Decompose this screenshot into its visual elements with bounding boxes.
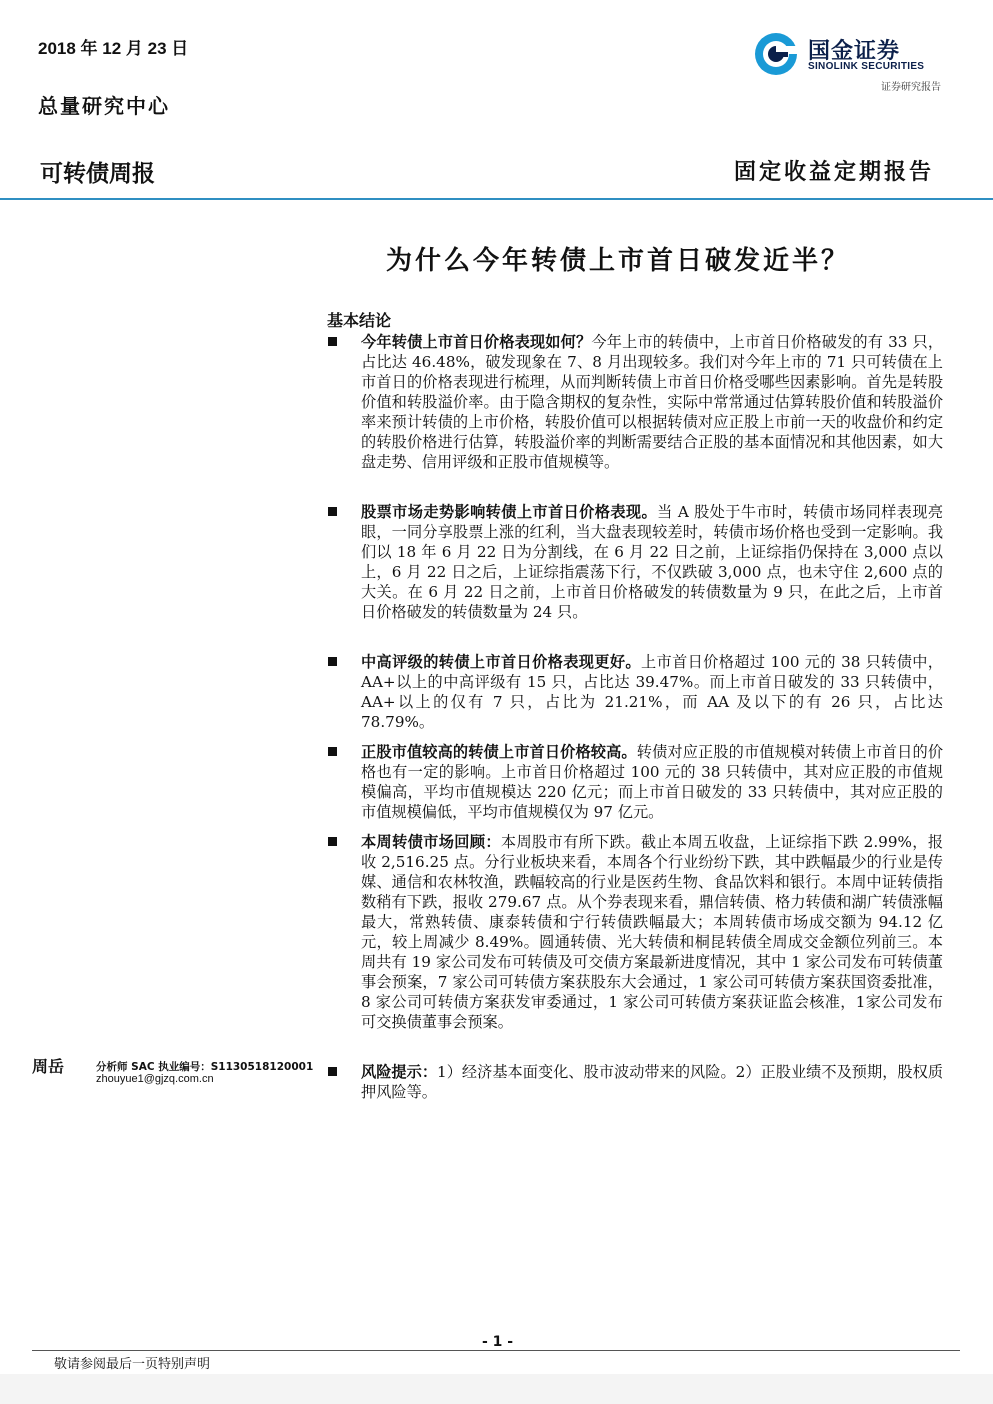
author-name: 周岳 [32, 1057, 65, 1076]
conclusion-lead: 中高评级的转债上市首日价格表现更好。 [361, 653, 641, 671]
conclusion-item [361, 742, 943, 822]
logo-english-name: SINOLINK SECURITIES [808, 61, 925, 72]
company-logo [754, 30, 949, 92]
disclaimer-note: 敬请参阅最后一页特别声明 [54, 1357, 211, 1372]
page-number: - 1 - [482, 1334, 514, 1350]
bullet-marker [328, 507, 337, 516]
report-title: 为什么今年转债上市首日破发近半？ [386, 246, 851, 276]
bullet-marker [328, 657, 337, 666]
conclusion-lead: 正股市值较高的转债上市首日价格较高。 [361, 743, 637, 761]
conclusion-item [361, 832, 943, 1032]
bullet-marker [328, 747, 337, 756]
page-bottom-band [0, 1374, 993, 1404]
bullet-marker [328, 837, 337, 846]
conclusion-body: 上市首日价格超过 100 元的 38 只转债中，AA+以上的中高评级有 15 只，占比达 39.47%。而上市首日破发的 33 只转债中，AA+以上的仅有 7 只，占比为 21.21%，而 AA 及以下的有 26 只，占比达 78.79%。 [361, 653, 943, 731]
department-name: 总量研究中心 [38, 94, 170, 118]
author-email[interactable]: zhouyue1@gjzq.com.cn [96, 1073, 214, 1085]
conclusion-body: 当 A 股处于牛市时，转债市场同样表现亮眼，一同分享股票上涨的红利，当大盘表现较差时，转债市场价格也受到一定影响。我们以 18 年 6 月 22 日为分割线，在 6 月 22 日之前，上证综指仍保持在 3,000 点以上，6 月 22 日之后，上证综指震荡下行，不仅跌破 3,000 点，也未守住 2,600 点的大关。在 6 月 22 日之前，上市首日价格破发的转债数量为 9 只，在此之后，上市首日价格破发的转债数量为 24 只。 [361, 503, 944, 621]
conclusion-lead: 今年转债上市首日价格表现如何？ [361, 333, 592, 351]
conclusion-lead: 股票市场走势影响转债上市首日价格表现。 [361, 503, 658, 521]
report-date: 2018 年 12 月 23 日 [38, 39, 189, 58]
conclusion-item [361, 652, 943, 732]
report-type: 可转债周报 [40, 161, 155, 187]
conclusion-lead: 本周转债市场回顾： [361, 833, 501, 851]
conclusion-body: 本周股市有所下跌。截止本周五收盘，上证综指下跌 2.99%，报收 2,516.25 点。分行业板块来看，本周各个行业纷纷下跌，其中跌幅最少的行业是传媒、通信和农林牧渔，跌幅较高的行业是医药生物、食品饮料和银行。本周中证转债指数稍有下跌，报收 279.67 点。从个券表现来看，鼎信转债、格力转债和湖广转债涨幅最大，常熟转债、康泰转债和宁行转债跌幅最大；本周转债市场成交额为 94.12 亿元，较上周减少 8.49%。圆通转债、光大转债和桐昆转债全周成交金额位列前三。本周共有 19 家公司发布可转债及可交债方案最新进度情况，其中 1 家公司发布可转债董事会预案，7 家公司可转债方案获股东大会通过，1 家公司可转债方案获国资委批准，8 家公司可转债方案获发审委通过，1 家公司可转债方案获证监会核准，1家公司发布可交换债董事会预案。 [361, 833, 944, 1031]
footer-divider [32, 1350, 960, 1351]
conclusion-item [361, 1062, 943, 1102]
conclusion-lead: 风险提示： [361, 1063, 438, 1081]
author-certification: 分析师 SAC 执业编号：S1130518120001 [96, 1061, 314, 1073]
conclusion-item [361, 332, 943, 472]
logo-mark-icon [754, 32, 798, 76]
bullet-marker [328, 337, 337, 346]
report-category: 固定收益定期报告 [734, 159, 935, 185]
conclusion-body: 1）经济基本面变化、股市波动带来的风险。2）正股业绩不及预期，股权质押风险等。 [361, 1063, 944, 1101]
conclusion-body: 今年上市的转债中，上市首日价格破发的有 33 只，占比达 46.48%，破发现象在 7、8 月出现较多。我们对今年上市的 71 只可转债在上市首日的价格表现进行梳理，从而判断转债上市首日价格受哪些因素影响。首先是转股价值和转股溢价率。由于隐含期权的复杂性，实际中常常通过估算转股价值和转股溢价率来预计转债的上市价格，转股价值可以根据转债对应正股上市前一天的收盘价和约定的转股价格进行估算，转股溢价率的判断需要结合正股的基本面情况和其他因素，如大盘走势、信用评级和正股市值规模等。 [361, 333, 944, 471]
header-divider [0, 198, 993, 200]
section-heading: 基本结论 [327, 311, 392, 330]
conclusion-body: 转债对应正股的市值规模对转债上市首日的价格也有一定的影响。上市首日价格超过 100 元的 38 只转债中，其对应正股的市值规模偏高，平均市值规模达 220 亿元；而上市首日破发的 33 只转债中，其对应正股的市值规模偏低，平均市值规模仅为 97 亿元。 [361, 743, 944, 821]
conclusion-item [361, 502, 943, 622]
logo-subtitle: 证券研究报告 [881, 82, 941, 93]
bullet-marker [328, 1067, 337, 1076]
logo-chinese-name: 国金证券 [808, 39, 901, 64]
